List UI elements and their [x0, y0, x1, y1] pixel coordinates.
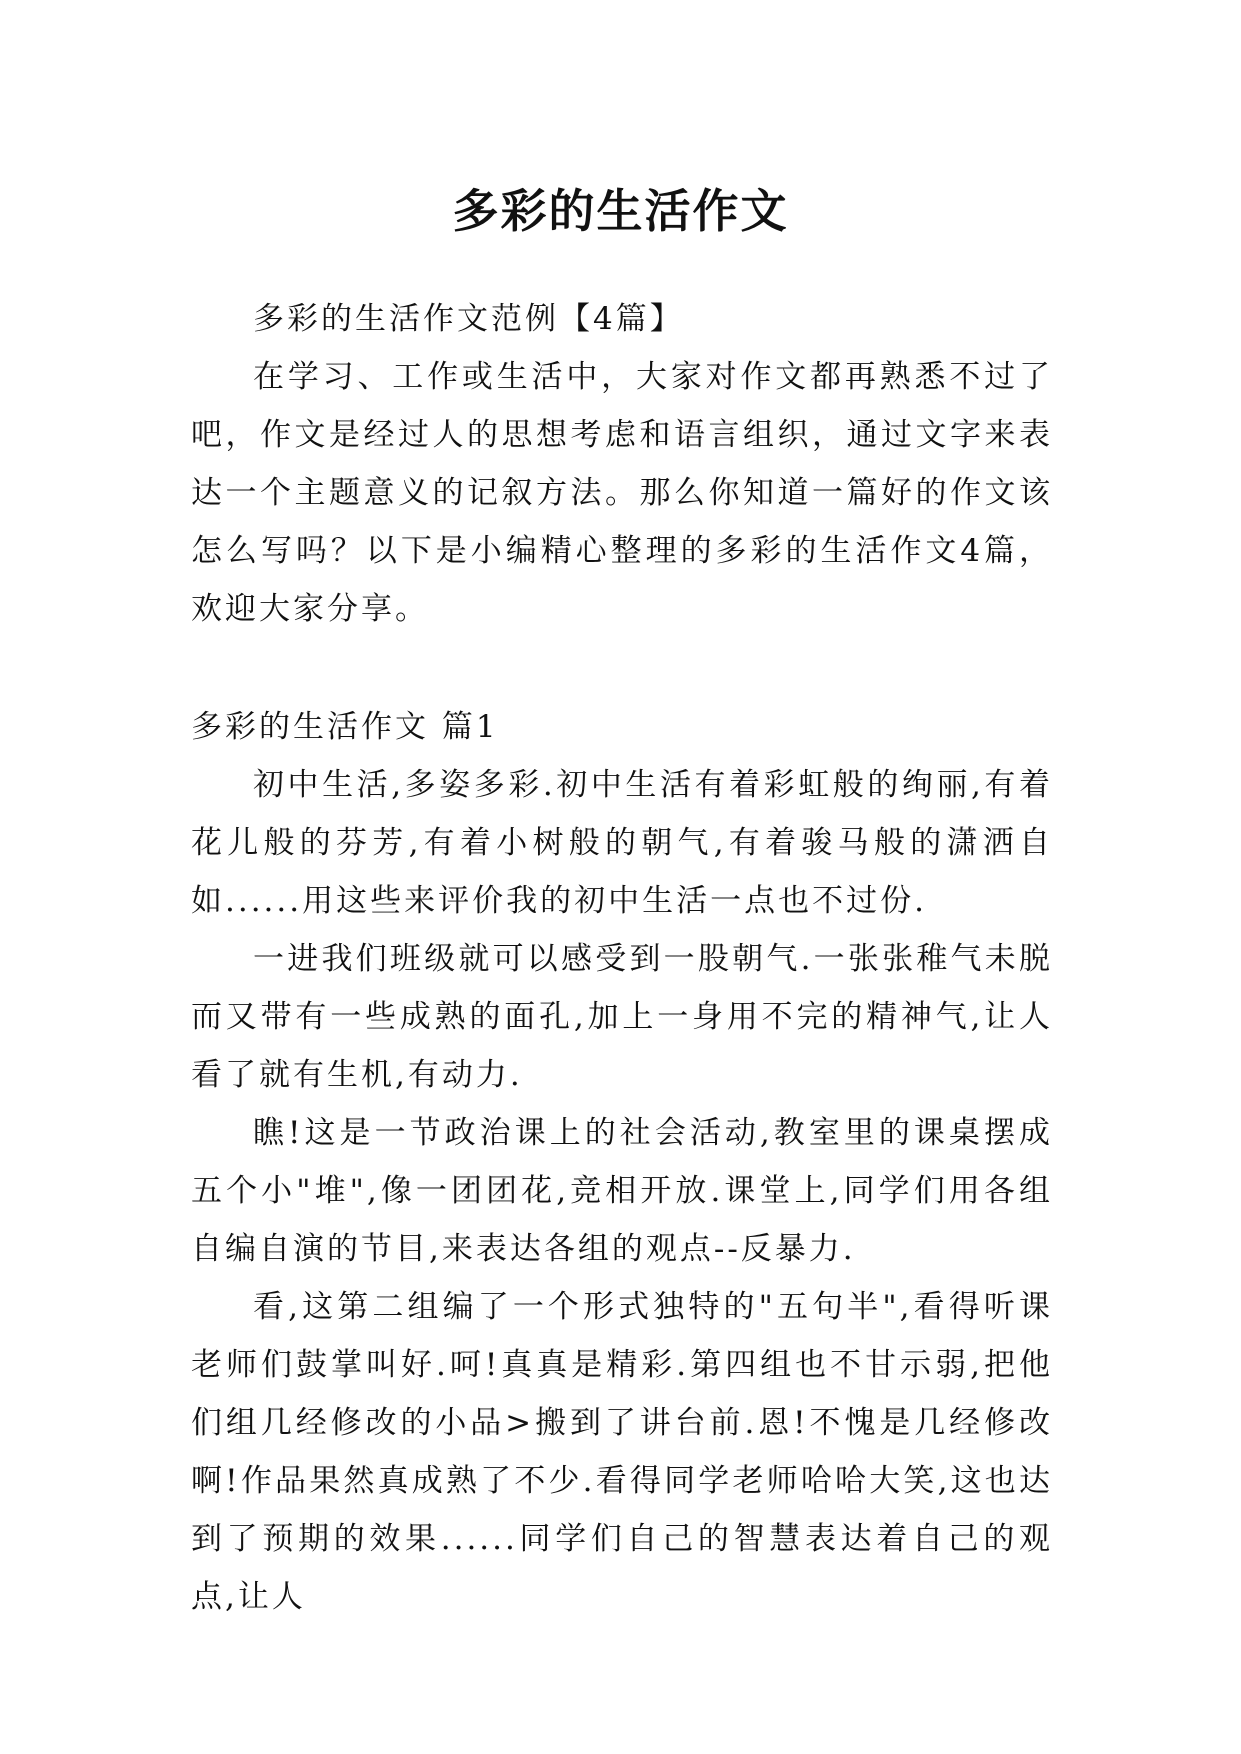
body-paragraph: 看,这第二组编了一个形式独特的"五句半",看得听课老师们鼓掌叫好.呵!真真是精彩.第四组也不甘示弱,把他们组几经修改的小品>搬到了讲台前.恩!不愧是几经修改啊!作品果然真成熟了不少.看得同学老师哈哈大笑,这也达到了预期的效果......同学们自己的智慧表达着自己的观点,让人 [191, 1289, 1053, 1615]
body-paragraph: 一进我们班级就可以感受到一股朝气.一张张稚气未脱而又带有一些成熟的面孔,加上一身用不完的精神气,让人看了就有生机,有动力. [191, 941, 1053, 1093]
section-heading: 多彩的生活作文 篇1 [191, 709, 499, 745]
document-title: 多彩的生活作文 [452, 183, 789, 238]
body-paragraph: 瞧!这是一节政治课上的社会活动,教室里的课桌摆成五个小"堆",像一团团花,竞相开放.课堂上,同学们用各组自编自演的节目,来表达各组的观点--反暴力. [191, 1115, 1053, 1267]
document-body [191, 290, 1053, 1626]
section-gap [191, 638, 1053, 698]
intro-paragraph: 在学习、工作或生活中，大家对作文都再熟悉不过了吧，作文是经过人的思想考虑和语言组织，通过文字来表达一个主题意义的记叙方法。那么你知道一篇好的作文该怎么写吗？以下是小编精心整理的多彩的生活作文4篇，欢迎大家分享。 [191, 359, 1053, 627]
document-subtitle: 多彩的生活作文范例【4篇】 [253, 301, 684, 337]
body-paragraph: 初中生活,多姿多彩.初中生活有着彩虹般的绚丽,有着花儿般的芬芳,有着小树般的朝气,有着骏马般的潇洒自如......用这些来评价我的初中生活一点也不过份. [191, 767, 1053, 919]
